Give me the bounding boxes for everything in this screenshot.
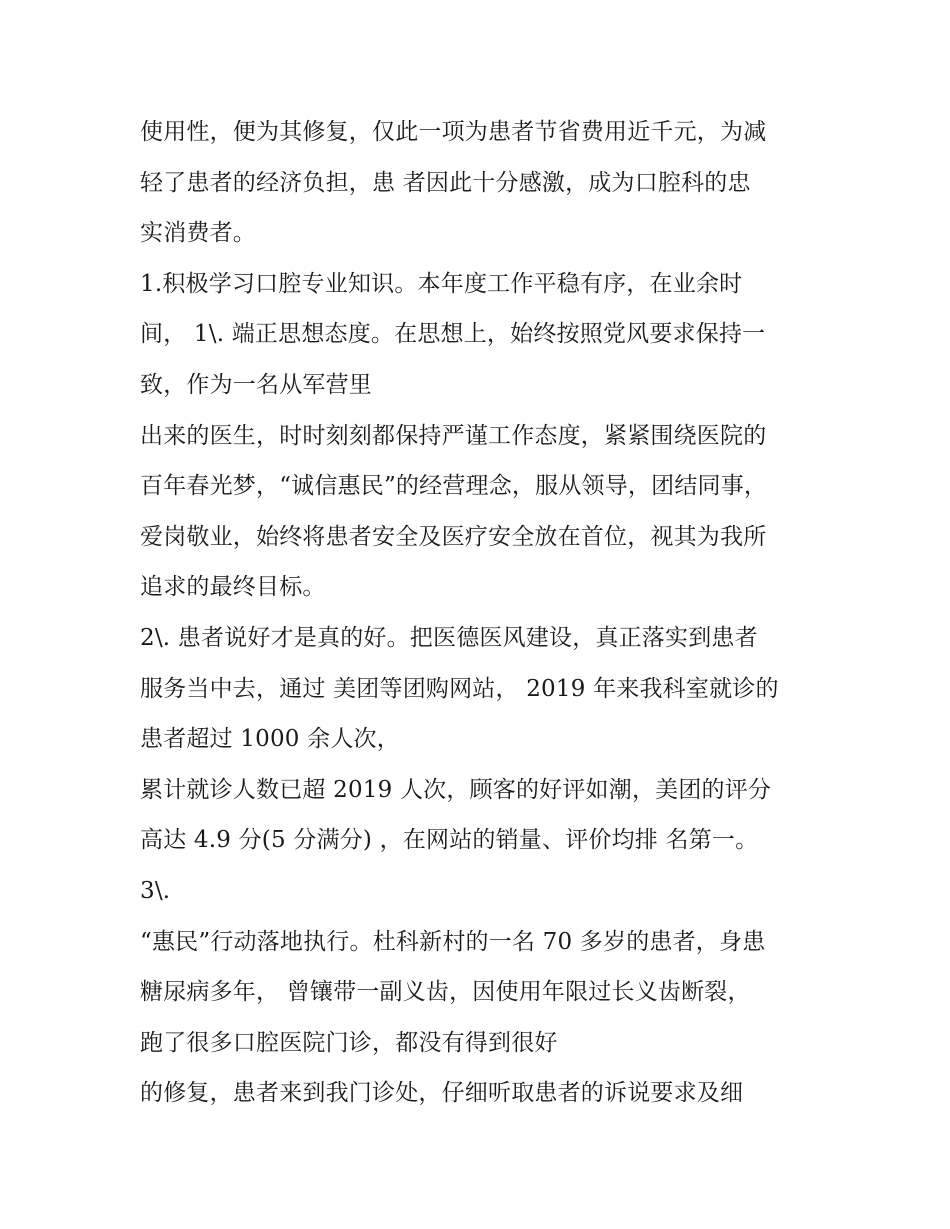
text-line: 1.积极学习口腔专业知识。本年度工作平稳有序，在业余时	[140, 270, 743, 297]
text-line: 百年春光梦，“诚信惠民”的经营理念，服从领导，团结同事，	[140, 473, 768, 500]
text-line: 2\. 患者说好才是真的好。把医德医风建设，真正落实到患者	[140, 624, 758, 651]
text-line: “惠民”行动落地执行。杜科新村的一名 70 多岁的患者，身患	[140, 928, 766, 955]
text-line: 间， 1\. 端正思想态度。在思想上，始终按照党风要求保持一	[140, 321, 766, 348]
text-line: 实消费者。	[140, 220, 256, 247]
text-line: 高达 4.9 分(5 分满分) ，在网站的销量、评价均排 名第一。	[140, 827, 759, 854]
text-line: 出来的医生，时时刻刻都保持严谨工作态度，紧紧围绕医院的	[140, 422, 767, 449]
text-line: 使用性，便为其修复，仅此一项为患者节省费用近千元，为减	[140, 119, 767, 145]
text-line: 的修复，患者来到我门诊处，仔细听取患者的诉说要求及细	[140, 1080, 744, 1107]
text-line: 服务当中去，通过 美团等团购网站， 2019 年来我科室就诊的	[140, 675, 779, 702]
text-line: 追求的最终目标。	[140, 574, 326, 601]
text-line: 患者超过 1000 余人次，	[140, 726, 400, 753]
text-line: 致，作为一名从军营里	[140, 371, 372, 398]
text-line: 3\.	[140, 877, 171, 904]
text-line: 跑了很多口腔医院门诊，都没有得到很好	[140, 1029, 558, 1056]
text-line: 爱岗敬业，始终将患者安全及医疗安全放在首位，视其为我所	[140, 523, 767, 550]
text-line: 糖尿病多年， 曾镶带一副义齿，因使用年限过长义齿断裂，	[140, 979, 751, 1006]
text-line: 累计就诊人数已超 2019 人次，顾客的好评如潮，美团的评分	[140, 776, 772, 803]
text-line: 轻了患者的经济负担，患 者因此十分感激，成为口腔科的忠	[140, 169, 751, 196]
